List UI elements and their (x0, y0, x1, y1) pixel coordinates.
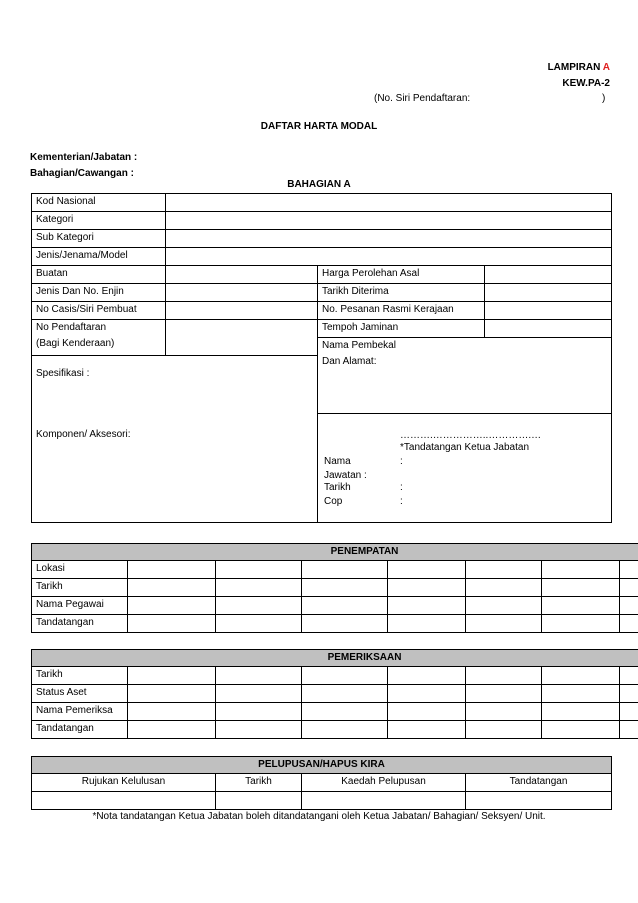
penempatan-cell[interactable] (620, 615, 638, 633)
signature-label: *Tandatangan Ketua Jabatan (400, 441, 529, 453)
penempatan-cell[interactable] (620, 561, 638, 579)
tarikh-header: Tarikh (216, 774, 302, 792)
no-pendaftaran-label: No Pendaftaran (36, 322, 107, 333)
dan-alamat-label: Dan Alamat: (322, 356, 377, 367)
pemeriksaan-cell[interactable] (466, 721, 542, 739)
komponen-label: Komponen/ Aksesori: (36, 429, 131, 440)
pemeriksaan-cell[interactable] (128, 703, 216, 721)
no-siri-label: (No. Siri Pendaftaran: (374, 93, 471, 104)
penempatan-cell[interactable] (542, 561, 620, 579)
pemeriksaan-cell[interactable] (216, 667, 302, 685)
pemeriksaan-cell[interactable] (302, 667, 388, 685)
jenis-no-enjin-label: Jenis Dan No. Enjin (32, 284, 166, 302)
pemeriksaan-cell[interactable] (128, 721, 216, 739)
penempatan-cell[interactable] (302, 561, 388, 579)
penempatan-cell[interactable] (542, 597, 620, 615)
pemeriksaan-cell[interactable] (542, 703, 620, 721)
pemeriksaan-cell[interactable] (620, 703, 638, 721)
kementerian-label: Kementerian/Jabatan : (30, 152, 138, 163)
penempatan-row-label: Tandatangan (32, 615, 128, 633)
tarikh-colon: : (400, 481, 403, 493)
no-pesanan-label: No. Pesanan Rasmi Kerajaan (318, 302, 485, 320)
pemeriksaan-table (31, 649, 638, 739)
pemeriksaan-cell[interactable] (388, 667, 466, 685)
penempatan-cell[interactable] (388, 561, 466, 579)
pemeriksaan-row-label: Tandatangan (32, 721, 128, 739)
pemeriksaan-cell[interactable] (542, 721, 620, 739)
penempatan-row-label: Lokasi (32, 561, 128, 579)
kategori-field[interactable] (166, 212, 612, 230)
tarikh-diterima-field[interactable] (485, 284, 612, 302)
penempatan-cell[interactable] (128, 561, 216, 579)
penempatan-cell[interactable] (216, 561, 302, 579)
pemeriksaan-cell[interactable] (620, 721, 638, 739)
rujukan-kelulusan-field[interactable] (32, 792, 216, 810)
bagi-kenderaan-label: (Bagi Kenderaan) (36, 338, 115, 349)
kod-nasional-field[interactable] (166, 194, 612, 212)
penempatan-cell[interactable] (302, 579, 388, 597)
tarikh-diterima-label: Tarikh Diterima (318, 284, 485, 302)
tarikh-field[interactable] (216, 792, 302, 810)
lampiran-label: LAMPIRAN (547, 62, 601, 73)
penempatan-cell[interactable] (302, 615, 388, 633)
buatan-field[interactable] (166, 266, 318, 284)
footnote: *Nota tandatangan Ketua Jabatan boleh ditandatangani oleh Ketua Jabatan/ Bahagian/ Seksyen/ Unit. (92, 811, 546, 822)
no-pesanan-field[interactable] (485, 302, 612, 320)
nama-label: Nama (324, 455, 351, 467)
pemeriksaan-cell[interactable] (216, 721, 302, 739)
no-casis-label: No Casis/Siri Pembuat (32, 302, 166, 320)
rujukan-kelulusan-header: Rujukan Kelulusan (32, 774, 216, 792)
kod-nasional-label: Kod Nasional (32, 194, 166, 212)
penempatan-cell[interactable] (620, 597, 638, 615)
penempatan-cell[interactable] (466, 615, 542, 633)
bahagian-a-title: BAHAGIAN A (287, 179, 351, 190)
penempatan-cell[interactable] (466, 597, 542, 615)
jenis-no-enjin-field[interactable] (166, 284, 318, 302)
buatan-label: Buatan (32, 266, 166, 284)
pemeriksaan-cell[interactable] (388, 703, 466, 721)
pemeriksaan-cell[interactable] (302, 721, 388, 739)
pemeriksaan-row-label: Nama Pemeriksa (32, 703, 128, 721)
pelupusan-title: PELUPUSAN/HAPUS KIRA (32, 757, 612, 774)
signature-block (318, 413, 612, 522)
penempatan-cell[interactable] (216, 579, 302, 597)
jenis-jenama-model-label: Jenis/Jenama/Model (32, 248, 166, 266)
pemeriksaan-cell[interactable] (216, 685, 302, 703)
pemeriksaan-cell[interactable] (128, 685, 216, 703)
penempatan-cell[interactable] (542, 579, 620, 597)
penempatan-cell[interactable] (216, 615, 302, 633)
no-pendaftaran-field[interactable] (166, 320, 318, 356)
pemeriksaan-cell[interactable] (542, 685, 620, 703)
penempatan-cell[interactable] (128, 579, 216, 597)
no-siri-close: ) (602, 93, 606, 104)
kategori-label: Kategori (32, 212, 166, 230)
penempatan-cell[interactable] (302, 597, 388, 615)
lampiran-heading (540, 62, 610, 73)
no-casis-field[interactable] (166, 302, 318, 320)
spesifikasi-field[interactable] (32, 382, 318, 413)
pemeriksaan-cell[interactable] (466, 703, 542, 721)
penempatan-cell[interactable] (466, 579, 542, 597)
kaedah-pelupusan-field[interactable] (302, 792, 466, 810)
harga-perolehan-label: Harga Perolehan Asal (318, 266, 485, 284)
penempatan-cell[interactable] (388, 579, 466, 597)
form-code: KEW.PA-2 (562, 78, 610, 89)
penempatan-cell[interactable] (128, 597, 216, 615)
penempatan-cell[interactable] (128, 615, 216, 633)
penempatan-cell[interactable] (466, 561, 542, 579)
sub-kategori-label: Sub Kategori (32, 230, 166, 248)
cop-colon: : (400, 495, 403, 507)
nama-colon: : (400, 455, 403, 467)
pemeriksaan-cell[interactable] (466, 667, 542, 685)
penempatan-cell[interactable] (216, 597, 302, 615)
pemeriksaan-cell[interactable] (128, 667, 216, 685)
pemeriksaan-cell[interactable] (302, 685, 388, 703)
page-title: DAFTAR HARTA MODAL (260, 121, 378, 132)
nama-pembekal-label: Nama Pembekal (322, 340, 396, 351)
jenis-jenama-model-field[interactable] (166, 248, 612, 266)
tandatangan-header: Tandatangan (466, 774, 612, 792)
nama-pembekal-cell[interactable] (318, 338, 612, 414)
bahagian-label: Bahagian/Cawangan : (30, 168, 134, 179)
tempoh-jaminan-label: Tempoh Jaminan (318, 320, 485, 338)
pemeriksaan-cell[interactable] (302, 703, 388, 721)
penempatan-title: PENEMPATAN (32, 544, 638, 561)
pemeriksaan-cell[interactable] (388, 721, 466, 739)
penempatan-table (31, 543, 638, 633)
pemeriksaan-cell[interactable] (388, 685, 466, 703)
pelupusan-table (31, 756, 612, 810)
penempatan-cell[interactable] (620, 579, 638, 597)
signature-line: ……….……………..………….… (400, 429, 542, 441)
tempoh-jaminan-field[interactable] (485, 320, 612, 338)
pemeriksaan-cell[interactable] (542, 667, 620, 685)
penempatan-cell[interactable] (542, 615, 620, 633)
harga-perolehan-field[interactable] (485, 266, 612, 284)
pemeriksaan-row-label: Status Aset (32, 685, 128, 703)
bahagian-a-table (31, 193, 612, 523)
penempatan-row-label: Tarikh (32, 579, 128, 597)
spesifikasi-label: Spesifikasi : (32, 356, 318, 383)
pemeriksaan-row-label: Tarikh (32, 667, 128, 685)
pemeriksaan-cell[interactable] (620, 685, 638, 703)
jawatan-label: Jawatan : (324, 469, 367, 481)
lampiran-letter: A (602, 62, 610, 73)
tarikh-label: Tarikh (324, 481, 351, 493)
penempatan-cell[interactable] (388, 615, 466, 633)
pemeriksaan-cell[interactable] (466, 685, 542, 703)
pemeriksaan-cell[interactable] (216, 703, 302, 721)
penempatan-cell[interactable] (388, 597, 466, 615)
sub-kategori-field[interactable] (166, 230, 612, 248)
kaedah-pelupusan-header: Kaedah Pelupusan (302, 774, 466, 792)
pemeriksaan-cell[interactable] (620, 667, 638, 685)
pemeriksaan-title: PEMERIKSAAN (32, 650, 638, 667)
tandatangan-field[interactable] (466, 792, 612, 810)
no-pendaftaran-cell (32, 320, 166, 356)
penempatan-row-label: Nama Pegawai (32, 597, 128, 615)
komponen-cell[interactable] (32, 413, 318, 522)
cop-label: Cop (324, 495, 343, 507)
